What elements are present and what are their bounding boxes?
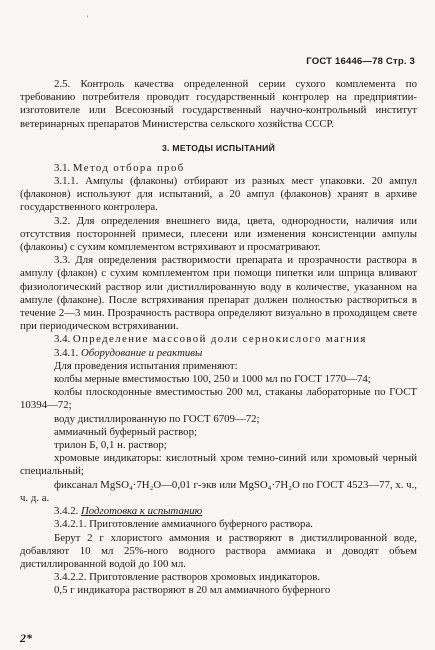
- heading-3-4-1-number: 3.4.1.: [54, 346, 79, 359]
- page-mark: 2*: [20, 631, 32, 645]
- heading-3-4-2-number: 3.4.2.: [54, 505, 79, 518]
- heading-3-1: [20, 162, 417, 175]
- paragraph-3-1-1: 3.1.1. Ампулы (флаконы) отбирают из разных мест упаковки. 20 ампул (флаконов) используют для испытаний, а 20 ампул (флаконов) хранят в архиве государственного контролера.: [20, 175, 417, 214]
- heading-3-4-title: Определение массовой доли сернокислого магния: [72, 333, 367, 346]
- list-item: хромовые индикаторы: кислотный хром темно-синий или хромовый черный специальный;: [20, 452, 417, 478]
- list-item: колбы мерные вместимостью 100, 250 и 1000 мл по ГОСТ 1770—74;: [54, 373, 371, 386]
- heading-3-4-2: [20, 505, 417, 518]
- list-item: фиксанал MgSO₄·7H₂O—0,01 г-экв или MgSO₄·7H₂O по ГОСТ 4523—77, х. ч., ч. д. а.: [20, 478, 417, 504]
- paragraph-3-4-2-1: 3.4.2.1. Приготовление аммиачного буферного раствора.: [54, 518, 313, 531]
- heading-3-4-number: 3.4.: [54, 333, 71, 346]
- document-body: [20, 78, 417, 598]
- paragraph-2-5: 2.5. Контроль качества определенной серии сухого комплемента по требованию потребителя проводит государственный контролер на предприятии-изготовителе или Всесоюзный государственный научно-контрольный институт ветеринарных препаратов Министерства сельского хозяйства СССР.: [20, 78, 417, 130]
- paragraph-3-4-2-2-body: 0,5 г индикатора растворяют в 20 мл аммиачного буферного: [54, 584, 331, 597]
- stray-mark: ': [87, 14, 89, 23]
- heading-3-4-1: [20, 347, 417, 360]
- heading-3-4-2-title: Подготовка к испытанию: [81, 505, 203, 518]
- list-item: аммиачный буферный раствор;: [54, 425, 197, 438]
- list-item: колбы плоскодонные вместимостью 200 мл, стаканы лабораторные по ГОСТ 10394—72;: [20, 386, 417, 412]
- heading-3-1-title: Метод отбора проб: [72, 161, 185, 174]
- paragraph-3-2: 3.2. Для определения внешнего вида, цвета, однородности, наличия или отсутствия посторонней примеси, плесени или изменения консистенции ампулы (флаконы) с сухим комплементом встряхивают и просматривают.: [20, 214, 417, 254]
- paragraph-3-4-2-1-body: Берут 2 г хлористого аммония и растворяют в дистиллированной воде, добавляют 10 мл 25%-ного водного раствора аммиака и доводят объем дистиллированной водой до 100 мл.: [20, 531, 417, 570]
- list-item: воду дистиллированную по ГОСТ 6709—72;: [54, 412, 260, 425]
- paragraph-3-4-1-intro: Для проведения испытания применяют:: [54, 359, 238, 372]
- paragraph-3-4-2-2: 3.4.2.2. Приготовление растворов хромовых индикаторов.: [54, 571, 321, 584]
- heading-3-4-1-title: Оборудование и реактивы: [81, 346, 203, 359]
- paragraph-3-3: 3.3. Для определения растворимости препарата и прозрачности раствора в ампулу (флакон) с сухим комплементом при помощи пипетки или шприца вливают физиологический раствор или дистиллированную воду в количестве, указанном на ампуле (флаконе). После встряхивания препарат должен полностью раствориться в течение 2—3 мин. Прозрачность раствора определяют визуально в проходящем свете при периодическом встряхивании.: [20, 254, 417, 333]
- heading-3-4: [20, 333, 417, 346]
- section-title: 3. МЕТОДЫ ИСПЫТАНИЙ: [161, 142, 276, 153]
- page-header: ГОСТ 16446—78 Стр. 3: [306, 56, 415, 67]
- list-item: трилон Б, 0,1 н. раствор;: [54, 439, 167, 452]
- heading-3-1-number: 3.1.: [54, 161, 71, 174]
